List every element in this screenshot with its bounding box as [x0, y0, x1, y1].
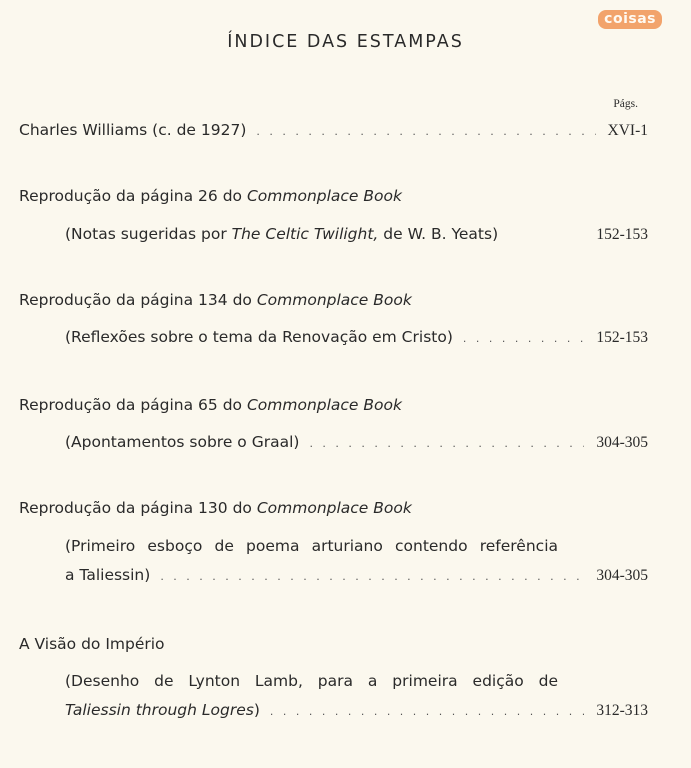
- entry-title: Reprodução da página 65 do Commonplace Book: [19, 396, 402, 414]
- index-entry-2: [19, 186, 648, 206]
- index-entry-1: [19, 120, 648, 142]
- entry-title: Reprodução da página 134 do Commonplace Book: [19, 291, 412, 309]
- entry-page: 304-305: [596, 567, 648, 584]
- page-title: ÍNDICE DAS ESTAMPAS: [227, 32, 464, 52]
- entry-title: Reprodução da página 26 do Commonplace Book: [19, 187, 402, 205]
- index-entry-4: [19, 395, 648, 415]
- entry-title: Reprodução da página 130 do Commonplace Book: [19, 499, 412, 517]
- entry-page: 152-153: [596, 329, 648, 346]
- dot-leader: [160, 567, 584, 587]
- entry-note: a Taliessin): [65, 566, 151, 584]
- index-entry-6: [19, 634, 648, 654]
- index-entry-3: [19, 290, 648, 310]
- dot-leader: [463, 329, 584, 349]
- entry-page: 312-313: [596, 702, 648, 719]
- index-entry-5: [19, 498, 648, 518]
- dot-leader: [309, 434, 584, 454]
- entry-note: Taliessin through Logres): [65, 701, 260, 719]
- index-entry-2-note: [65, 224, 648, 245]
- index-entry-4-note: [65, 432, 648, 454]
- dot-leader: [256, 122, 595, 142]
- entry-title: Charles Williams (c. de 1927): [19, 121, 247, 139]
- entry-page: 304-305: [596, 434, 648, 451]
- pages-column-header: Págs.: [613, 98, 638, 110]
- entry-note: (Reflexões sobre o tema da Renovação em Cristo): [65, 328, 453, 346]
- dot-leader: [270, 702, 584, 722]
- index-entry-5-note-line2: [65, 565, 648, 587]
- coisas-watermark: coisas: [598, 10, 662, 29]
- entry-note: (Notas sugeridas por The Celtic Twilight, de W. B. Yeats): [65, 225, 499, 243]
- index-entry-6-note-line1: (Desenho de Lynton Lamb, para a primeira edição de: [65, 672, 558, 690]
- index-entry-3-note: [65, 327, 648, 349]
- entry-note: (Apontamentos sobre o Graal): [65, 433, 300, 451]
- entry-title: A Visão do Império: [19, 635, 165, 653]
- index-entry-6-note-line2: [65, 700, 648, 722]
- index-entry-5-note-line1: (Primeiro esboço de poema arturiano contendo referência: [65, 537, 558, 555]
- entry-page: 152-153: [596, 226, 648, 243]
- entry-page: XVI-1: [607, 122, 648, 139]
